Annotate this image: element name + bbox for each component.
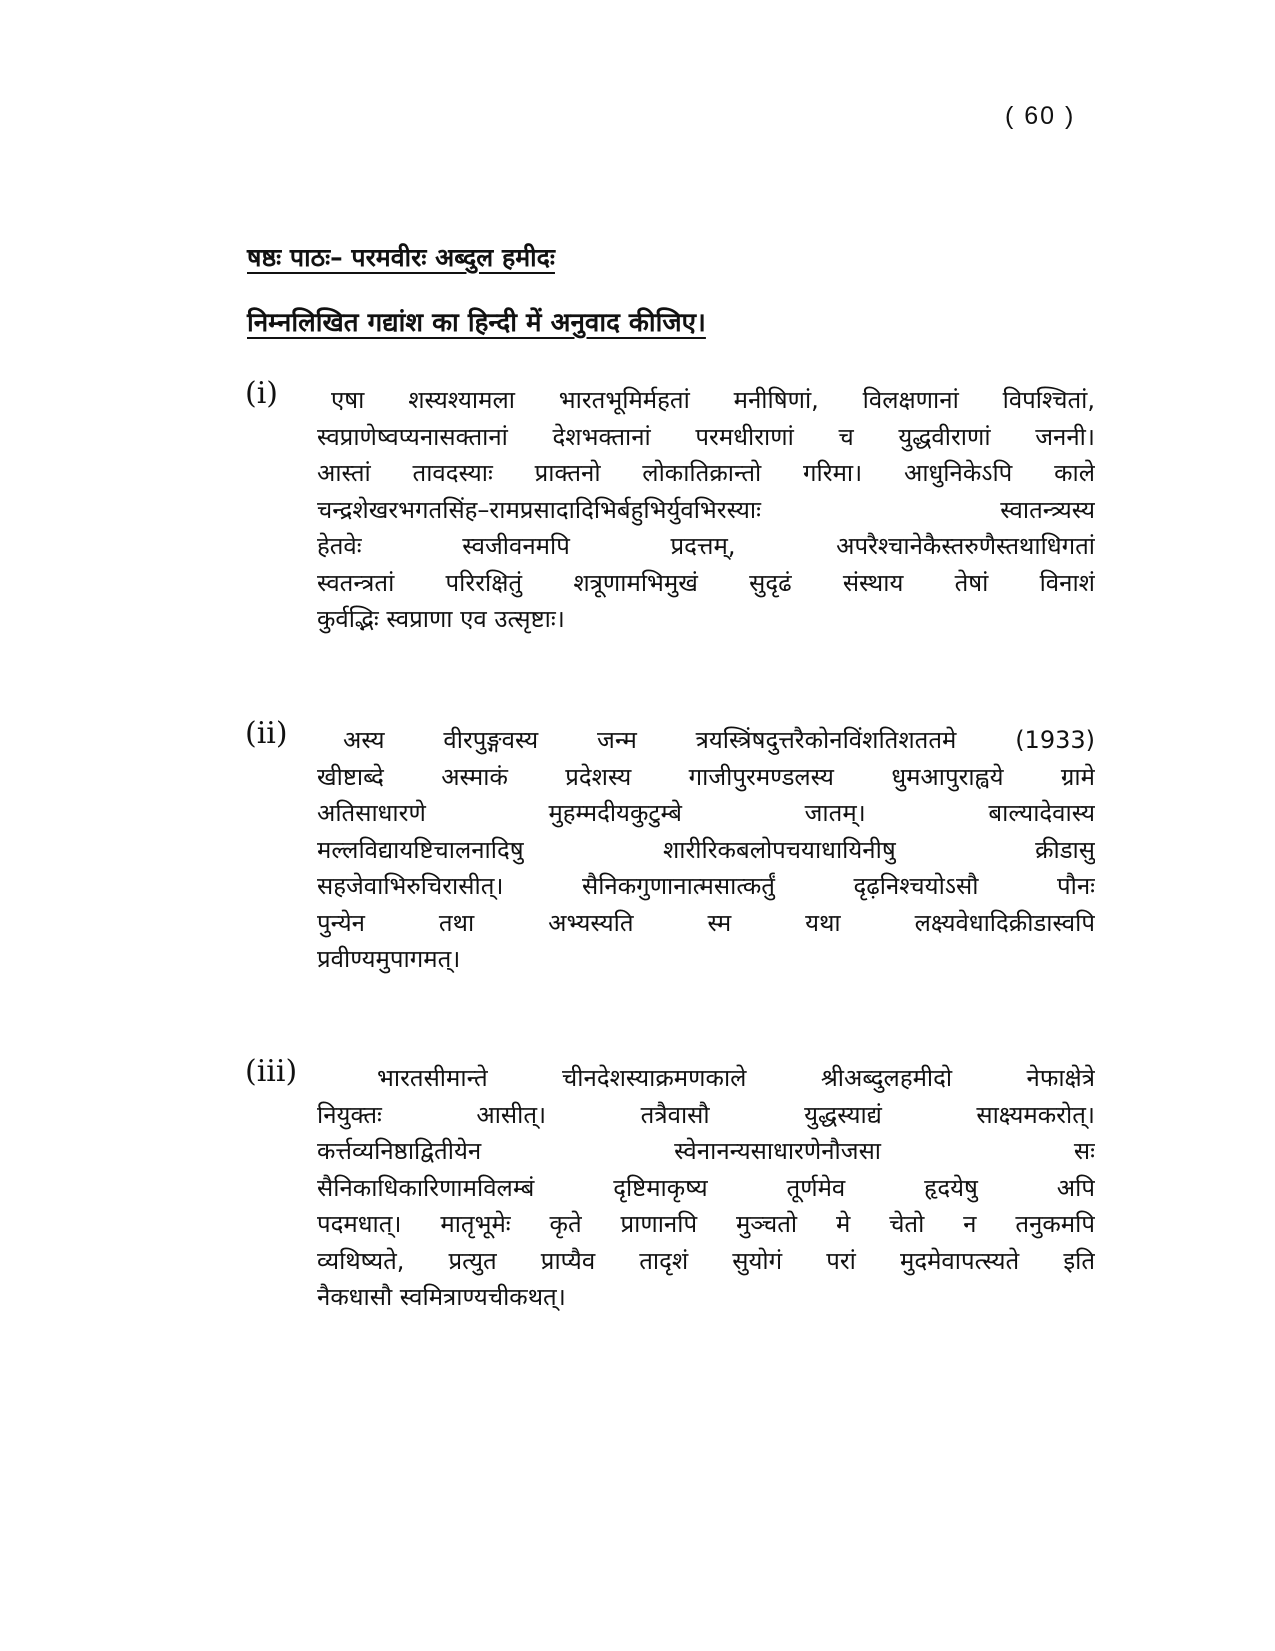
chapter-title: षष्ठः पाठः– परमवीरः अब्दुल हमीदः (247, 243, 555, 272)
passage-line: खीष्टाब्दे अस्माकं प्रदेशस्य गाजीपुरमण्डलस्य धुमआपुराह्वये ग्रामे (317, 762, 1095, 791)
passage-line: पुन्येन तथा अभ्यस्यति स्म यथा लक्ष्यवेधादिक्रीडास्वपि (317, 908, 1095, 937)
passage-line: सैनिकाधिकारिणामविलम्बं दृष्टिमाकृष्य तूर्णमेव हृदयेषु अपि (317, 1173, 1095, 1202)
passage-text (317, 1060, 1095, 1316)
passage-line: कर्त्तव्यनिष्ठाद्वितीयेन स्वेनानन्यसाधारणेनौजसा सः (317, 1137, 1095, 1165)
passage-label: (i) (245, 376, 279, 411)
page-number: ( 60 ) (1005, 102, 1076, 130)
passage-line: हेतवेः स्वजीवनमपि प्रदत्तम्, अपरैश्चानेकैस्तरुणैस्तथाधिगतां (317, 532, 1095, 560)
passage-line: नियुक्तः आसीत्। तत्रैवासौ युद्धस्याद्यं साक्ष्यमकरोत्। (317, 1100, 1095, 1129)
passage-line: प्रवीण्यमुपागमत्। (317, 945, 461, 973)
passage-line: नैकधासौ स्वमित्राण्यचीकथत्। (317, 1283, 566, 1311)
passage-line: कुर्वद्भिः स्वप्राणा एव उत्सृष्टाः। (317, 605, 565, 633)
passage-line: स्वतन्त्रतां परिरक्षितुं शत्रूणामभिमुखं सुदृढं संस्थाय तेषां विनाशं (317, 568, 1095, 597)
passage-line: सहजेवाभिरुचिरासीत्। सैनिकगुणानात्मसात्कर्तुं दृढ़निश्चयोऽसौ पौनः (317, 872, 1095, 900)
instruction-heading: निम्नलिखित गद्यांश का हिन्दी में अनुवाद कीजिए। (247, 308, 706, 338)
passage-line: अस्य वीरपुङ्गवस्य जन्म त्रयस्त्रिंषदुत्तरैकोनविंशतिशततमे (1933) (343, 726, 1095, 754)
passage-line: चन्द्रशेखरभगतसिंह–रामप्रसादादिभिर्बहुभिर्युवभिरस्याः स्वातन्त्र्यस्य (317, 495, 1095, 524)
passage-line: व्यथिष्यते, प्रत्युत प्राप्यैव तादृशं सुयोगं परां मुदमेवापत्स्यते इति (317, 1246, 1095, 1275)
passage-line: पदमधात्। मातृभूमेः कृते प्राणानपि मुञ्चतो मे चेतो न तनुकमपि (317, 1210, 1095, 1238)
passage-line: मल्लविद्यायष्टिचालनादिषु शारीरिकबलोपचयाधायिनीषु क्रीडासु (317, 835, 1095, 864)
passage-label: (iii) (245, 1054, 298, 1089)
passage-text (317, 382, 1095, 638)
passage-line: अतिसाधारणे मुहम्मदीयकुटुम्बे जातम्। बाल्यादेवास्य (317, 799, 1095, 827)
passage-line: भारतसीमान्ते चीनदेशस्याक्रमणकाले श्रीअब्दुलहमीदो नेफाक्षेत्रे (377, 1064, 1095, 1092)
passage-line: आस्तां तावदस्याः प्राक्तनो लोकातिक्रान्तो गरिमा। आधुनिकेऽपि काले (317, 459, 1095, 487)
passage-text (317, 722, 1095, 978)
passage-line: स्वप्राणेष्वप्यनासक्तानां देशभक्तानां परमधीराणां च युद्धवीराणां जननी। (317, 422, 1095, 451)
passage-label: (ii) (245, 716, 288, 751)
passage-line: एषा शस्यश्यामला भारतभूमिर्महतां मनीषिणां, विलक्षणानां विपश्चितां, (331, 386, 1095, 414)
